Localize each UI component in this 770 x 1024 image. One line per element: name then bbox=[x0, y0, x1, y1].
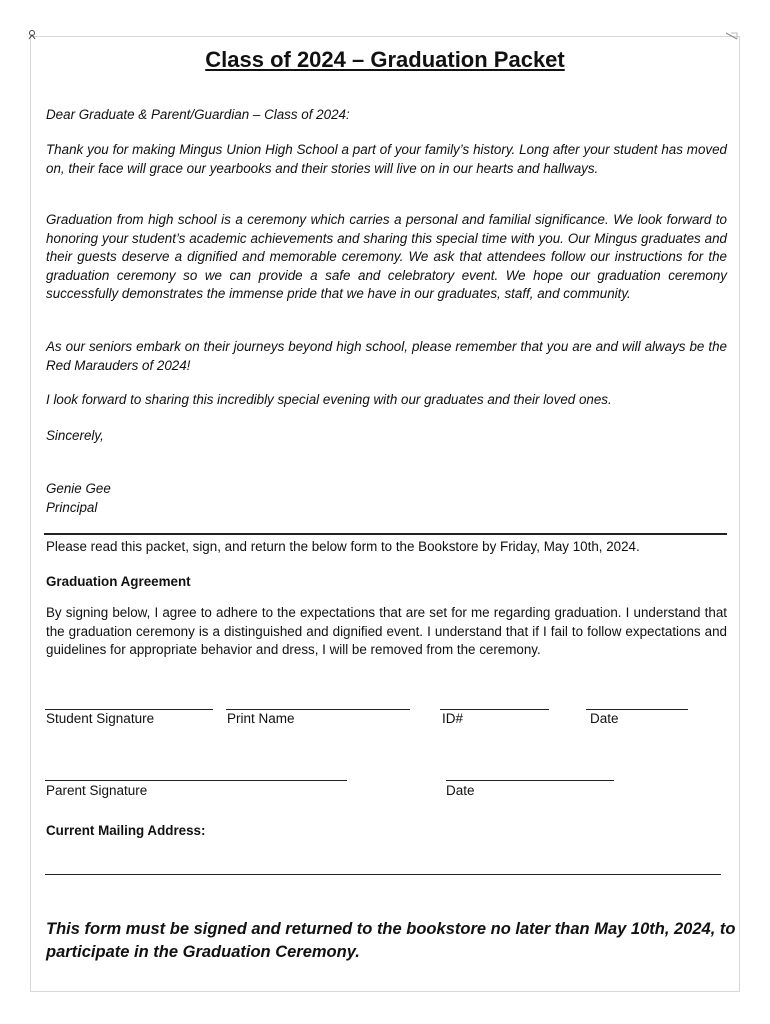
page-title: Class of 2024 – Graduation Packet bbox=[205, 47, 565, 72]
letter-paragraph-2: Graduation from high school is a ceremony which carries a personal and familial significance. We look forward to honoring your student’s academic achievements and sharing this special time with you. Our Mingus graduates and their guests deserve a dignified and memorable ceremony. We ask that attendees follow our instructions for the graduation ceremony so we can provide a safe and celebratory event. We hope our graduation ceremony successfully demonstrates the immense pride that we have in our graduates, staff, and community. bbox=[46, 212, 727, 301]
closing: Sincerely, bbox=[46, 428, 104, 443]
print-name-line[interactable] bbox=[226, 709, 410, 710]
date-label-1: Date bbox=[590, 711, 619, 726]
page-curl-icon bbox=[726, 32, 738, 40]
salutation: Dear Graduate & Parent/Guardian – Class of 2024: bbox=[46, 107, 350, 122]
student-signature-line[interactable] bbox=[45, 709, 213, 710]
parent-signature-label: Parent Signature bbox=[46, 783, 148, 798]
form-instruction: Please read this packet, sign, and return the below form to the Bookstore by Friday, May 10th, 2024. bbox=[46, 539, 640, 554]
print-name-label: Print Name bbox=[227, 711, 295, 726]
date-line-1[interactable] bbox=[586, 709, 688, 710]
id-label: ID# bbox=[442, 711, 464, 726]
mailing-address-label: Current Mailing Address: bbox=[46, 823, 206, 838]
parent-signature-line[interactable] bbox=[45, 780, 347, 781]
student-signature-label: Student Signature bbox=[46, 711, 155, 726]
signer-title: Principal bbox=[46, 500, 98, 515]
agreement-text: By signing below, I agree to adhere to the expectations that are set for me regarding graduation. I understand that the graduation ceremony is a distinguished and dignified event. I understand that if I fail to follow expectations and guidelines for appropriate behavior and dress, I will be removed from the ceremony. bbox=[46, 605, 727, 657]
date-line-2[interactable] bbox=[446, 780, 614, 781]
letter-paragraph-1: Thank you for making Mingus Union High School a part of your family’s history. Long after your student has moved on, their face will grace our yearbooks and their stories will live on in our hearts and hallways. bbox=[46, 142, 727, 176]
letter-paragraph-4: I look forward to sharing this incredibly special evening with our graduates and their loved ones. bbox=[46, 392, 612, 407]
mailing-address-line[interactable] bbox=[45, 874, 721, 875]
date-label-2: Date bbox=[446, 783, 475, 798]
letter-paragraph-3: As our seniors embark on their journeys beyond high school, please remember that you are and will always be the Red Marauders of 2024! bbox=[46, 339, 727, 373]
id-line[interactable] bbox=[440, 709, 549, 710]
agreement-heading: Graduation Agreement bbox=[46, 574, 191, 589]
section-divider bbox=[44, 533, 727, 535]
footer-note: This form must be signed and returned to the bookstore no later than May 10th, 2024, to participate in the Graduation Ceremony. bbox=[46, 920, 736, 961]
corner-mark-icon bbox=[28, 30, 36, 40]
signer-name: Genie Gee bbox=[46, 481, 111, 496]
